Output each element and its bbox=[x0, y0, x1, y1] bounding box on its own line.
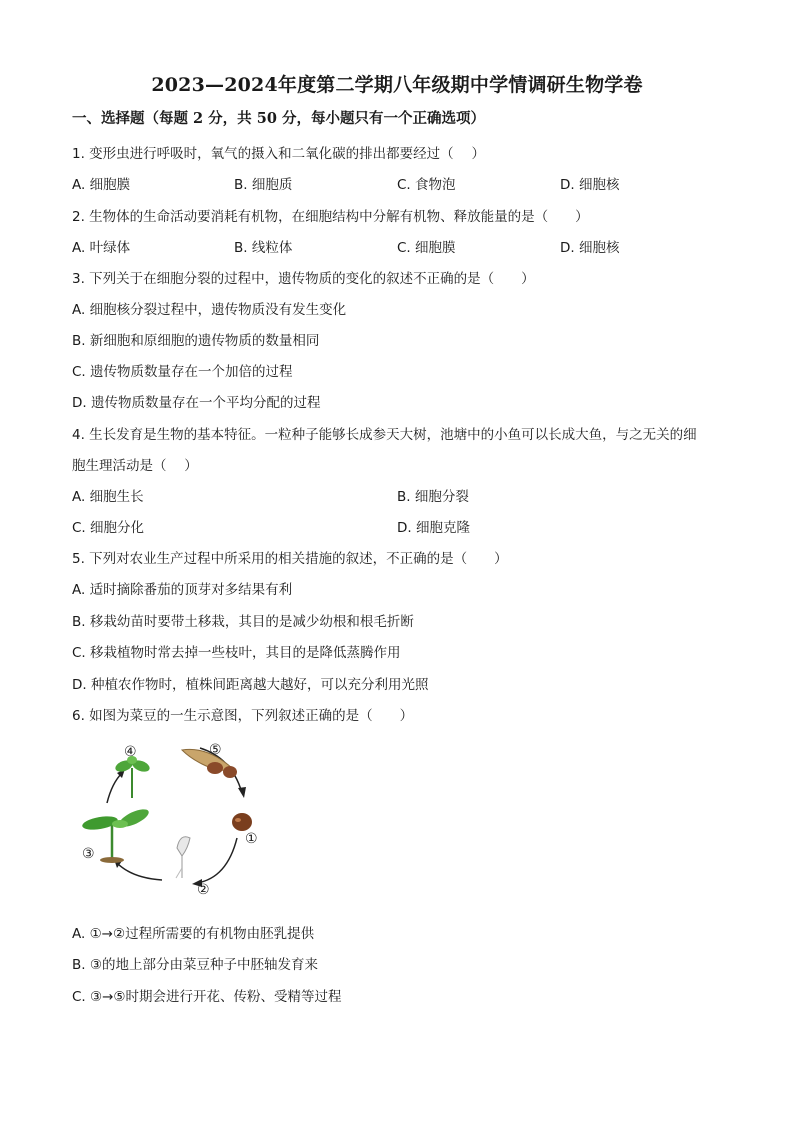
figure-label-4: ④ bbox=[124, 744, 137, 760]
question-2-option-a[interactable]: A. 叶绿体 bbox=[72, 240, 131, 256]
section-heading: 一、选择题（每题 2 分，共 50 分，每小题只有一个正确选项） bbox=[72, 110, 485, 127]
bean-life-cycle-figure bbox=[72, 738, 282, 908]
germinating-seed-stage-icon bbox=[176, 837, 190, 878]
question-6-option-b[interactable]: B. ③的地上部分由菜豆种子中胚轴发育来 bbox=[72, 957, 318, 973]
question-4-option-b[interactable]: B. 细胞分裂 bbox=[397, 489, 469, 505]
figure-label-3: ③ bbox=[82, 846, 95, 862]
question-3-option-c[interactable]: C. 遗传物质数量存在一个加倍的过程 bbox=[72, 364, 293, 380]
question-4-option-d[interactable]: D. 细胞克隆 bbox=[397, 520, 470, 536]
question-6-option-c[interactable]: C. ③→⑤时期会进行开花、传粉、受精等过程 bbox=[72, 989, 342, 1005]
figure-label-5: ⑤ bbox=[209, 742, 222, 758]
question-1-option-a[interactable]: A. 细胞膜 bbox=[72, 177, 131, 193]
question-5-stem: 5. 下列对农业生产过程中所采用的相关措施的叙述，不正确的是（ ） bbox=[72, 551, 508, 567]
cycle-arrow bbox=[117, 863, 162, 880]
question-2-stem: 2. 生物体的生命活动要消耗有机物，在细胞结构中分解有机物、释放能量的是（ ） bbox=[72, 209, 589, 225]
question-3-option-b[interactable]: B. 新细胞和原细胞的遗传物质的数量相同 bbox=[72, 333, 320, 349]
question-6-option-a[interactable]: A. ①→②过程所需要的有机物由胚乳提供 bbox=[72, 926, 315, 942]
question-2-option-d[interactable]: D. 细胞核 bbox=[560, 240, 620, 256]
question-1-option-c[interactable]: C. 食物泡 bbox=[397, 177, 456, 193]
question-6-stem: 6. 如图为菜豆的一生示意图，下列叙述正确的是（ ） bbox=[72, 708, 414, 724]
arrow-head-icon bbox=[238, 787, 246, 798]
question-4-option-c[interactable]: C. 细胞分化 bbox=[72, 520, 145, 536]
question-5-option-a[interactable]: A. 适时摘除番茄的顶芽对多结果有利 bbox=[72, 582, 293, 598]
question-2-option-b[interactable]: B. 线粒体 bbox=[234, 240, 293, 256]
question-5-option-d[interactable]: D. 种植农作物时，植株间距离越大越好，可以充分利用光照 bbox=[72, 677, 429, 693]
question-4-stem-line-2: 胞生理活动是（ ） bbox=[72, 458, 198, 474]
exam-title: 2023—2024年度第二学期八年级期中学情调研生物学卷 bbox=[151, 74, 643, 96]
figure-label-1: ① bbox=[245, 831, 258, 847]
cycle-arrow bbox=[107, 773, 122, 803]
question-1-option-d[interactable]: D. 细胞核 bbox=[560, 177, 620, 193]
question-4-stem-line-1: 4. 生长发育是生物的基本特征。一粒种子能够长成参天大树，池塘中的小鱼可以长成大鱼，与之无关的细 bbox=[72, 427, 697, 443]
question-5-option-c[interactable]: C. 移栽植物时常去掉一些枝叶，其目的是降低蒸腾作用 bbox=[72, 645, 401, 661]
question-5-option-b[interactable]: B. 移栽幼苗时要带土移栽，其目的是减少幼根和根毛折断 bbox=[72, 614, 414, 630]
figure-label-2: ② bbox=[197, 882, 210, 898]
question-3-option-d[interactable]: D. 遗传物质数量存在一个平均分配的过程 bbox=[72, 395, 321, 411]
question-1-stem: 1. 变形虫进行呼吸时，氧气的摄入和二氧化碳的排出都要经过（ ） bbox=[72, 146, 485, 162]
question-1-option-b[interactable]: B. 细胞质 bbox=[234, 177, 293, 193]
question-4-option-a[interactable]: A. 细胞生长 bbox=[72, 489, 144, 505]
question-2-option-c[interactable]: C. 细胞膜 bbox=[397, 240, 456, 256]
seed-stage-icon bbox=[232, 813, 252, 831]
question-3-stem: 3. 下列关于在细胞分裂的过程中，遗传物质的变化的叙述不正确的是（ ） bbox=[72, 271, 535, 287]
cycle-arrow bbox=[197, 838, 237, 883]
question-3-option-a[interactable]: A. 细胞核分裂过程中，遗传物质没有发生变化 bbox=[72, 302, 347, 318]
